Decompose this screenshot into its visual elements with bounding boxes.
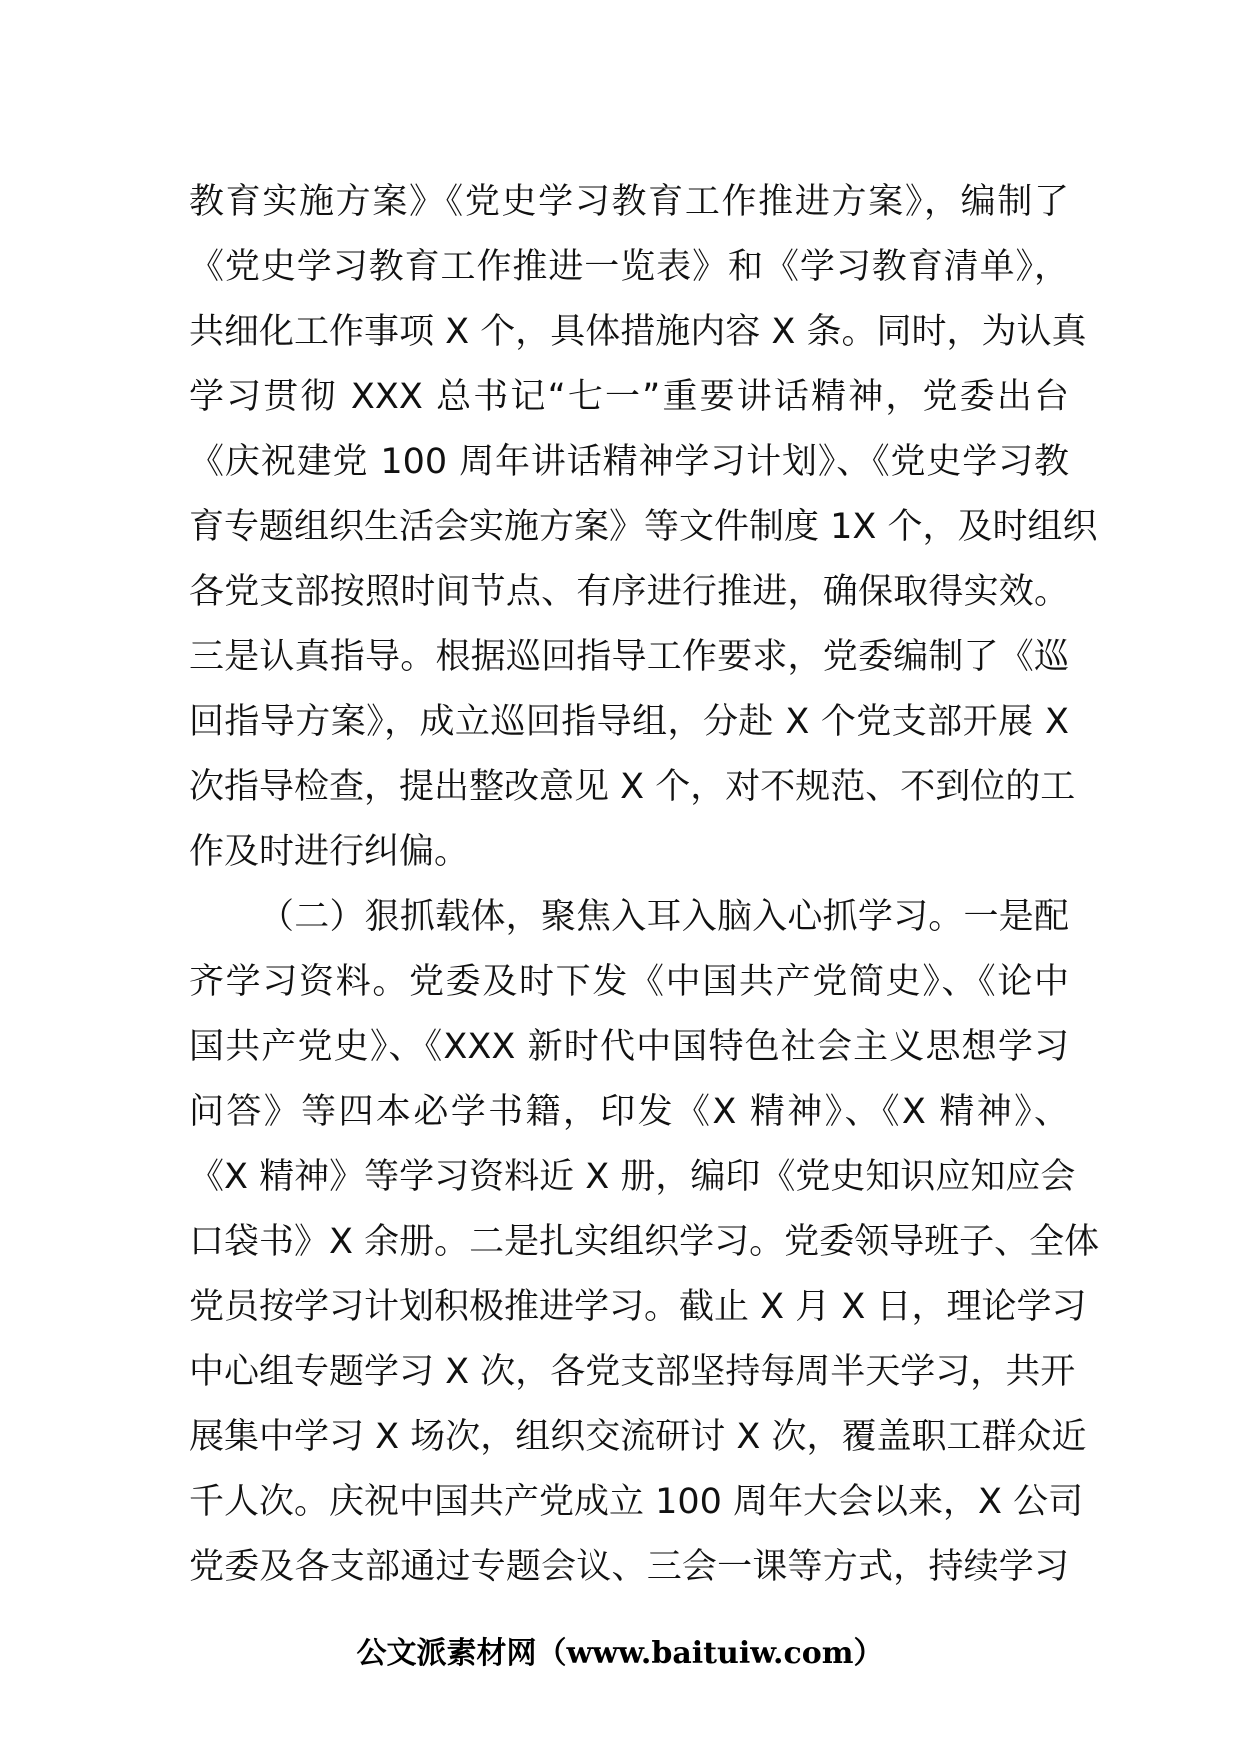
text-line: 次指导检查，提出整改意见 X 个，对不规范、不到位的工 xyxy=(189,767,1076,807)
text-line: 教育实施方案》《党史学习教育工作推进方案》，编制了 xyxy=(189,182,1069,222)
text-line: 回指导方案》，成立巡回指导组，分赴 X 个党支部开展 X xyxy=(189,702,1069,742)
text-line: 三是认真指导。根据巡回指导工作要求，党委编制了《巡 xyxy=(189,637,1069,677)
text-line: 党委及各支部通过专题会议、三会一课等方式，持续学习 xyxy=(189,1547,1069,1587)
text-line: 学习贯彻 XXX 总书记“七一”重要讲话精神，党委出台 xyxy=(189,377,1069,417)
text-line: 《党史学习教育工作推进一览表》和《学习教育清单》， xyxy=(189,247,1069,287)
text-line: 口袋书》X 余册。二是扎实组织学习。党委领导班子、全体 xyxy=(189,1222,1100,1262)
text-line: 国共产党史》、《XXX 新时代中国特色社会主义思想学习 xyxy=(189,1027,1069,1067)
text-line: 各党支部按照时间节点、有序进行推进，确保取得实效。 xyxy=(189,572,1069,612)
text-line: 中心组专题学习 X 次，各党支部坚持每周半天学习，共开 xyxy=(189,1352,1076,1392)
text-line: 《庆祝建党 100 周年讲话精神学习计划》、《党史学习教 xyxy=(189,442,1069,482)
text-line: 问答》等四本必学书籍，印发《X 精神》、《X 精神》、 xyxy=(189,1092,1069,1132)
text-line: 共细化工作事项 X 个，具体措施内容 X 条。同时，为认真 xyxy=(189,312,1087,352)
text-line: 《X 精神》等学习资料近 X 册，编印《党史知识应知应会 xyxy=(189,1157,1076,1197)
text-line: 作及时进行纠偏。 xyxy=(189,832,470,872)
text-line: 千人次。庆祝中国共产党成立 100 周年大会以来，X 公司 xyxy=(189,1482,1084,1522)
body-text xyxy=(189,170,1100,1600)
section-heading-line: （二）狠抓载体，聚焦入耳入脑入心抓学习。一是配 xyxy=(259,897,1069,937)
text-line: 育专题组织生活会实施方案》等文件制度 1X 个，及时组织 xyxy=(189,507,1098,547)
footer-watermark: 公文派素材网（www.baituiw.com） xyxy=(356,1636,884,1671)
text-line: 齐学习资料。党委及时下发《中国共产党简史》、《论中 xyxy=(189,962,1069,1002)
text-line: 党员按学习计划积极推进学习。截止 X 月 X 日，理论学习 xyxy=(189,1287,1087,1327)
text-line: 展集中学习 X 场次，组织交流研讨 X 次，覆盖职工群众近 xyxy=(189,1417,1087,1457)
